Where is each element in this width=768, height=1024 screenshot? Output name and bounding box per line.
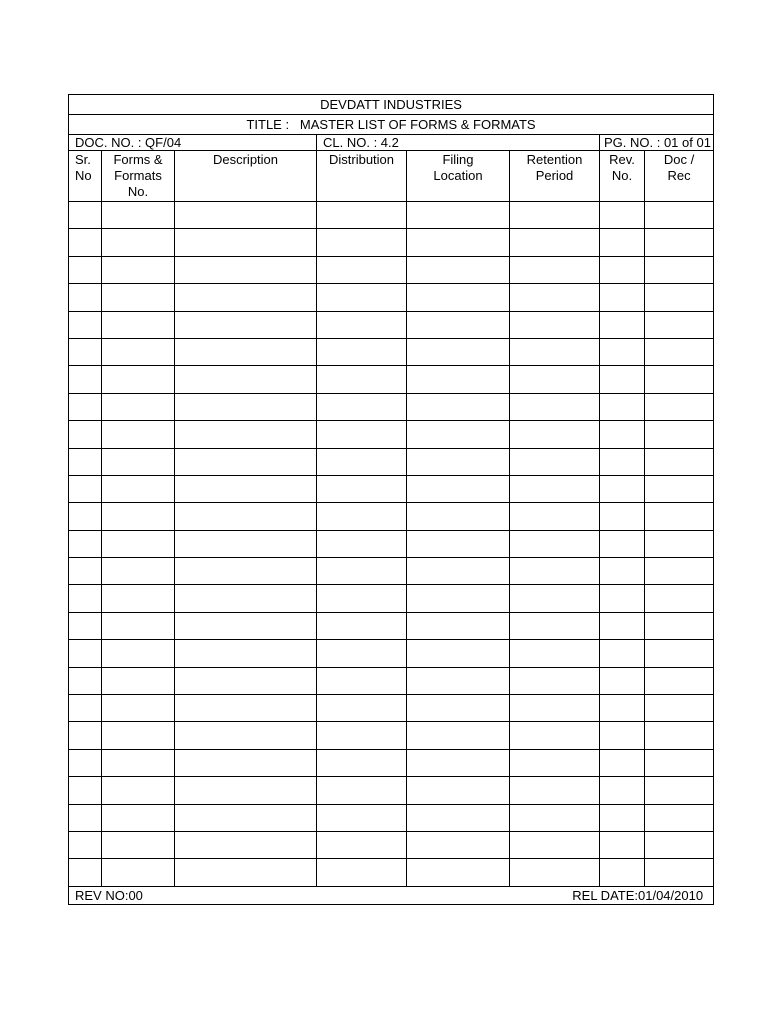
table-cell	[407, 640, 510, 667]
table-cell	[102, 284, 175, 311]
table-cell	[600, 859, 645, 886]
table-cell	[510, 859, 600, 886]
table-cell	[600, 393, 645, 420]
table-cell	[175, 338, 317, 365]
column-header	[175, 151, 317, 202]
table-cell	[69, 558, 102, 585]
table-row	[69, 256, 714, 283]
table-cell	[175, 749, 317, 776]
table-cell	[600, 229, 645, 256]
table-cell	[510, 777, 600, 804]
table-cell	[600, 284, 645, 311]
table-cell	[102, 202, 175, 229]
table-cell	[175, 202, 317, 229]
table-cell	[175, 256, 317, 283]
column-header	[69, 151, 102, 202]
table-cell	[69, 448, 102, 475]
table-cell	[175, 421, 317, 448]
table-row	[69, 859, 714, 886]
table-cell	[645, 284, 714, 311]
column-header-line: Location	[433, 168, 483, 183]
clause-number: CL. NO. : 4.2	[317, 135, 600, 151]
table-cell	[317, 695, 407, 722]
table-cell	[175, 640, 317, 667]
table-cell	[407, 256, 510, 283]
column-header-line: Formats	[114, 168, 162, 183]
table-cell	[510, 804, 600, 831]
table-cell	[510, 640, 600, 667]
table-cell	[69, 722, 102, 749]
table-cell	[102, 585, 175, 612]
table-cell	[317, 229, 407, 256]
table-cell	[69, 421, 102, 448]
table-cell	[175, 448, 317, 475]
table-cell	[645, 202, 714, 229]
table-cell	[645, 475, 714, 502]
table-cell	[407, 804, 510, 831]
table-cell	[317, 366, 407, 393]
table-cell	[510, 366, 600, 393]
table-cell	[407, 695, 510, 722]
table-cell	[407, 859, 510, 886]
table-cell	[69, 530, 102, 557]
table-cell	[317, 284, 407, 311]
column-header-line: Forms &	[113, 152, 163, 167]
table-cell	[600, 503, 645, 530]
table-cell	[600, 722, 645, 749]
table-cell	[510, 695, 600, 722]
footer	[69, 886, 714, 904]
table-cell	[407, 311, 510, 338]
table-cell	[69, 831, 102, 858]
column-header-line: Rev.	[609, 152, 635, 167]
table-cell	[510, 475, 600, 502]
table-cell	[510, 421, 600, 448]
table-row	[69, 393, 714, 420]
table-cell	[102, 667, 175, 694]
table-cell	[69, 475, 102, 502]
table-cell	[600, 749, 645, 776]
table-cell	[317, 612, 407, 639]
table-cell	[510, 229, 600, 256]
table-cell	[69, 804, 102, 831]
table-cell	[510, 831, 600, 858]
table-cell	[317, 831, 407, 858]
table-cell	[69, 311, 102, 338]
table-cell	[645, 448, 714, 475]
table-cell	[317, 585, 407, 612]
table-cell	[600, 338, 645, 365]
table-cell	[69, 859, 102, 886]
table-cell	[600, 695, 645, 722]
table-cell	[645, 804, 714, 831]
table-cell	[317, 640, 407, 667]
table-row	[69, 558, 714, 585]
table-cell	[317, 777, 407, 804]
table-cell	[102, 831, 175, 858]
table-cell	[510, 338, 600, 365]
table-cell	[175, 393, 317, 420]
table-cell	[600, 585, 645, 612]
table-row	[69, 749, 714, 776]
table-row	[69, 202, 714, 229]
table-cell	[407, 284, 510, 311]
table-cell	[407, 475, 510, 502]
table-row	[69, 585, 714, 612]
table-cell	[645, 311, 714, 338]
table-cell	[102, 256, 175, 283]
table-row	[69, 667, 714, 694]
table-cell	[175, 831, 317, 858]
column-header-row	[69, 151, 714, 202]
table-cell	[600, 777, 645, 804]
table-cell	[317, 804, 407, 831]
table-cell	[645, 421, 714, 448]
table-cell	[102, 421, 175, 448]
column-header-line: No	[75, 168, 92, 183]
column-header	[510, 151, 600, 202]
table-cell	[317, 393, 407, 420]
table-row	[69, 311, 714, 338]
table-cell	[175, 585, 317, 612]
table-cell	[175, 311, 317, 338]
table-cell	[645, 338, 714, 365]
table-cell	[317, 311, 407, 338]
column-header-line: Rec	[667, 168, 691, 183]
revision-number: REV NO:00	[75, 887, 143, 903]
table-cell	[69, 640, 102, 667]
table-row	[69, 695, 714, 722]
table-cell	[510, 256, 600, 283]
table-cell	[102, 503, 175, 530]
table-cell	[600, 804, 645, 831]
table-row	[69, 831, 714, 858]
table-cell	[102, 475, 175, 502]
column-header-line: Description	[212, 152, 279, 167]
table-cell	[645, 640, 714, 667]
table-cell	[175, 475, 317, 502]
table-cell	[175, 558, 317, 585]
table-row	[69, 475, 714, 502]
column-header-line: Sr.	[75, 152, 91, 167]
table-cell	[407, 612, 510, 639]
table-cell	[645, 256, 714, 283]
table-cell	[102, 722, 175, 749]
table-cell	[102, 695, 175, 722]
table-cell	[175, 777, 317, 804]
table-cell	[600, 640, 645, 667]
table-cell	[175, 859, 317, 886]
table-cell	[510, 284, 600, 311]
table-cell	[600, 202, 645, 229]
table-cell	[600, 311, 645, 338]
table-cell	[317, 749, 407, 776]
table-row	[69, 722, 714, 749]
table-cell	[510, 585, 600, 612]
table-cell	[407, 503, 510, 530]
table-cell	[175, 503, 317, 530]
table-cell	[175, 667, 317, 694]
table-cell	[407, 749, 510, 776]
table-cell	[407, 202, 510, 229]
table-cell	[407, 338, 510, 365]
table-cell	[645, 667, 714, 694]
column-header-line: No.	[127, 184, 149, 199]
table-row	[69, 229, 714, 256]
table-cell	[69, 256, 102, 283]
table-cell	[600, 366, 645, 393]
master-list-form	[68, 94, 714, 905]
table-cell	[69, 393, 102, 420]
table-cell	[407, 585, 510, 612]
table-row	[69, 640, 714, 667]
table-cell	[407, 667, 510, 694]
table-row	[69, 530, 714, 557]
table-cell	[102, 749, 175, 776]
table-row	[69, 284, 714, 311]
company-name: DEVDATT INDUSTRIES	[69, 95, 714, 115]
table-cell	[645, 530, 714, 557]
table-cell	[69, 585, 102, 612]
table-cell	[407, 229, 510, 256]
table-cell	[407, 421, 510, 448]
table-cell	[407, 366, 510, 393]
table-cell	[600, 667, 645, 694]
table-cell	[510, 202, 600, 229]
table-cell	[645, 366, 714, 393]
table-row	[69, 804, 714, 831]
table-cell	[102, 859, 175, 886]
column-header	[317, 151, 407, 202]
table-cell	[407, 393, 510, 420]
table-cell	[69, 777, 102, 804]
table-cell	[407, 722, 510, 749]
table-cell	[600, 475, 645, 502]
table-cell	[407, 831, 510, 858]
table-cell	[407, 558, 510, 585]
table-cell	[102, 804, 175, 831]
table-cell	[69, 366, 102, 393]
table-cell	[69, 229, 102, 256]
table-cell	[600, 831, 645, 858]
table-cell	[600, 530, 645, 557]
table-cell	[175, 366, 317, 393]
column-header-line: No.	[611, 168, 633, 183]
table-cell	[102, 448, 175, 475]
table-row	[69, 366, 714, 393]
column-header	[645, 151, 714, 202]
table-cell	[645, 585, 714, 612]
table-cell	[600, 612, 645, 639]
table-cell	[600, 256, 645, 283]
table-cell	[317, 202, 407, 229]
table-cell	[317, 558, 407, 585]
table-cell	[102, 530, 175, 557]
table-cell	[600, 421, 645, 448]
column-header-line: Period	[535, 168, 574, 183]
table-cell	[317, 503, 407, 530]
table-cell	[510, 558, 600, 585]
table-row	[69, 777, 714, 804]
table-cell	[510, 530, 600, 557]
table-cell	[69, 695, 102, 722]
table-cell	[317, 859, 407, 886]
release-date: REL DATE:01/04/2010	[572, 887, 704, 903]
table-cell	[645, 777, 714, 804]
column-header-line: Filing	[442, 152, 474, 167]
table-cell	[175, 722, 317, 749]
column-header	[407, 151, 510, 202]
table-cell	[600, 448, 645, 475]
table-cell	[69, 667, 102, 694]
table-cell	[645, 859, 714, 886]
table-cell	[407, 530, 510, 557]
table-cell	[407, 777, 510, 804]
table-cell	[510, 448, 600, 475]
table-cell	[317, 421, 407, 448]
table-cell	[645, 722, 714, 749]
table-cell	[175, 612, 317, 639]
table-cell	[102, 229, 175, 256]
table-cell	[175, 530, 317, 557]
table-cell	[102, 338, 175, 365]
table-cell	[102, 777, 175, 804]
table-cell	[102, 558, 175, 585]
table-cell	[317, 667, 407, 694]
table-cell	[69, 202, 102, 229]
table-cell	[175, 804, 317, 831]
table-cell	[317, 256, 407, 283]
table-cell	[175, 695, 317, 722]
table-cell	[600, 558, 645, 585]
page-number: PG. NO. : 01 of 01	[600, 135, 714, 151]
table-row	[69, 503, 714, 530]
table-cell	[317, 338, 407, 365]
table-cell	[317, 448, 407, 475]
column-header	[600, 151, 645, 202]
table-cell	[645, 503, 714, 530]
table-cell	[645, 612, 714, 639]
table-cell	[102, 311, 175, 338]
table-cell	[69, 612, 102, 639]
column-header-line: Retention	[526, 152, 583, 167]
column-header-line: Doc /	[663, 152, 695, 167]
table-cell	[645, 831, 714, 858]
table-cell	[645, 749, 714, 776]
table-cell	[102, 393, 175, 420]
table-cell	[102, 612, 175, 639]
table-cell	[407, 448, 510, 475]
table-cell	[645, 229, 714, 256]
table-cell	[69, 338, 102, 365]
table-cell	[510, 311, 600, 338]
table-cell	[69, 749, 102, 776]
table-row	[69, 448, 714, 475]
table-cell	[175, 284, 317, 311]
table-cell	[69, 284, 102, 311]
table-cell	[175, 229, 317, 256]
table-cell	[510, 503, 600, 530]
table-row	[69, 338, 714, 365]
table-cell	[69, 503, 102, 530]
table-row	[69, 612, 714, 639]
table-cell	[510, 393, 600, 420]
table-cell	[510, 667, 600, 694]
doc-number: DOC. NO. : QF/04	[69, 135, 317, 151]
table-cell	[645, 695, 714, 722]
table-cell	[645, 393, 714, 420]
table-cell	[317, 475, 407, 502]
table-row	[69, 421, 714, 448]
column-header-line: Distribution	[328, 152, 395, 167]
table-cell	[102, 366, 175, 393]
table-cell	[102, 640, 175, 667]
column-header	[102, 151, 175, 202]
table-cell	[645, 558, 714, 585]
table-cell	[510, 749, 600, 776]
table-cell	[317, 530, 407, 557]
form-title: TITLE : MASTER LIST OF FORMS & FORMATS	[69, 115, 714, 135]
table-cell	[510, 722, 600, 749]
table-cell	[510, 612, 600, 639]
table-cell	[317, 722, 407, 749]
